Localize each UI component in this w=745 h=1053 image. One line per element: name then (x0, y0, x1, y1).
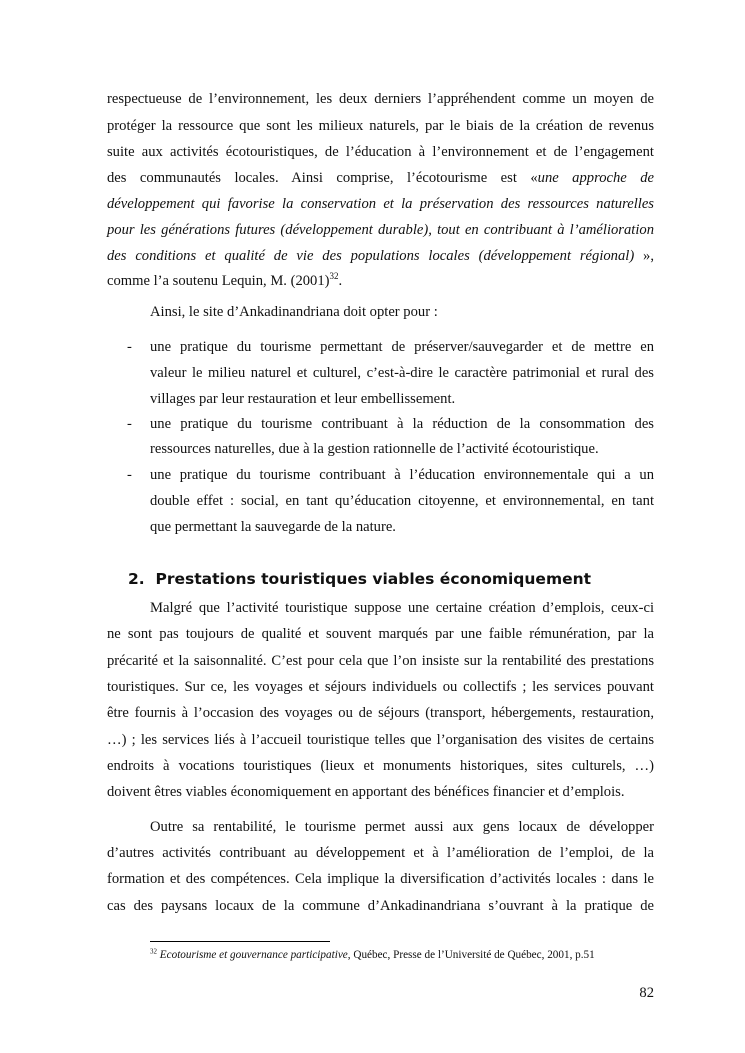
paragraph-line-italic: pour les générations futures (développement durable), tout en contribuant à l’amélioration (107, 222, 654, 238)
section-heading (128, 569, 591, 589)
paragraph-line: cas des paysans locaux de la commune d’Ankadinandriana s’ouvrant à la pratique de (107, 898, 654, 914)
paragraph-line: protéger la ressource que sont les milieux naturels, par le biais de la création de revenus (107, 118, 654, 134)
paragraph-line: d’autres activités contribuant au développement et à l’amélioration de l’emploi, de la (107, 845, 654, 861)
footnote-reference: 32 (329, 271, 339, 282)
bullet-dash: - (127, 467, 132, 483)
list-intro: Ainsi, le site d’Ankadinandriana doit opter pour : (150, 304, 438, 320)
paragraph-line: suite aux activités écotouristiques, de l’éducation à l’environnement et de l’engagement (107, 144, 654, 160)
quote-italic-start: une approche de (537, 170, 654, 186)
page-number: 82 (639, 985, 654, 1001)
paragraph-line (107, 247, 654, 265)
bullet-line: double effet : social, en tant qu’éducation citoyenne, et environnemental, en tant (150, 493, 654, 509)
bullet-dash: - (127, 339, 132, 355)
bullet-line: ressources naturelles, due à la gestion rationnelle de l’activité écotouristique. (150, 441, 599, 457)
bullet-dash: - (127, 416, 132, 432)
paragraph-line: formation et des compétences. Cela implique la diversification d’activités locales : dans le (107, 871, 654, 887)
paragraph-line: …) ; les services liés à l’accueil touristique telles que l’organisation des visites de certains (107, 732, 654, 748)
sentence-end: . (338, 273, 343, 289)
bullet-line: une pratique du tourisme contribuant à la réduction de la consommation des (150, 416, 654, 432)
footnote-text: , Québec, Presse de l’Université de Québec, 2001, p.51 (347, 949, 595, 961)
paragraph-line: doivent êtres viables économiquement en apportant des bénéfices financier et d’emplois. (107, 784, 625, 800)
bullet-line: villages par leur restauration et leur embellissement. (150, 391, 456, 407)
paragraph-line-italic: développement qui favorise la conservation et la préservation des ressources naturelles (107, 196, 654, 212)
paragraph-line: Outre sa rentabilité, le tourisme permet aussi aux gens locaux de développer (150, 819, 654, 835)
paragraph-line-text: comme l’a soutenu Lequin, M. (2001) (107, 273, 330, 289)
footnote-number: 32 (150, 947, 157, 956)
quote-italic-end: des conditions et qualité de vie des populations locales (développement régional) (107, 248, 635, 264)
paragraph-line: Malgré que l’activité touristique suppose une certaine création d’emplois, ceux-ci (150, 600, 654, 616)
paragraph-line (107, 169, 654, 187)
section-number: 2. (128, 570, 145, 588)
bullet-line: une pratique du tourisme permettant de préserver/sauvegarder et de mettre en (150, 339, 654, 355)
bullet-line: que permettant la sauvegarde de la nature. (150, 519, 396, 535)
paragraph-line: être fournis à l’occasion des voyages ou de séjours (transport, hébergements, restauration, (107, 705, 654, 721)
footnote-separator (150, 941, 330, 942)
paragraph-line-text: des communautés locales. Ainsi comprise, l’écotourisme est « (107, 170, 538, 186)
bullet-line: valeur le milieu naturel et culturel, c’est-à-dire le caractère patrimonial et rural des (150, 365, 654, 381)
paragraph-line: endroits à vocations touristiques (lieux et monuments historiques, sites culturels, …) (107, 758, 654, 774)
paragraph-line: touristiques. Sur ce, les voyages et séjours individuels ou collectifs ; les services pouvant (107, 679, 654, 695)
paragraph-line: ne sont pas toujours de qualité et souvent marqués par une faible rémunération, par la (107, 626, 654, 642)
section-title: Prestations touristiques viables économiquement (155, 570, 592, 588)
paragraph-line: précarité et la saisonnalité. C’est pour cela que l’on insiste sur la rentabilité des prestations (107, 653, 654, 669)
paragraph-line: respectueuse de l’environnement, les deux derniers l’appréhendent comme un moyen de (107, 91, 654, 107)
footnote (150, 948, 595, 962)
quote-close: », (634, 248, 654, 264)
paragraph-line (107, 272, 654, 290)
footnote-title: Ecotourisme et gouvernance participative (159, 949, 348, 961)
bullet-line: une pratique du tourisme contribuant à l’éducation environnementale qui a un (150, 467, 654, 483)
